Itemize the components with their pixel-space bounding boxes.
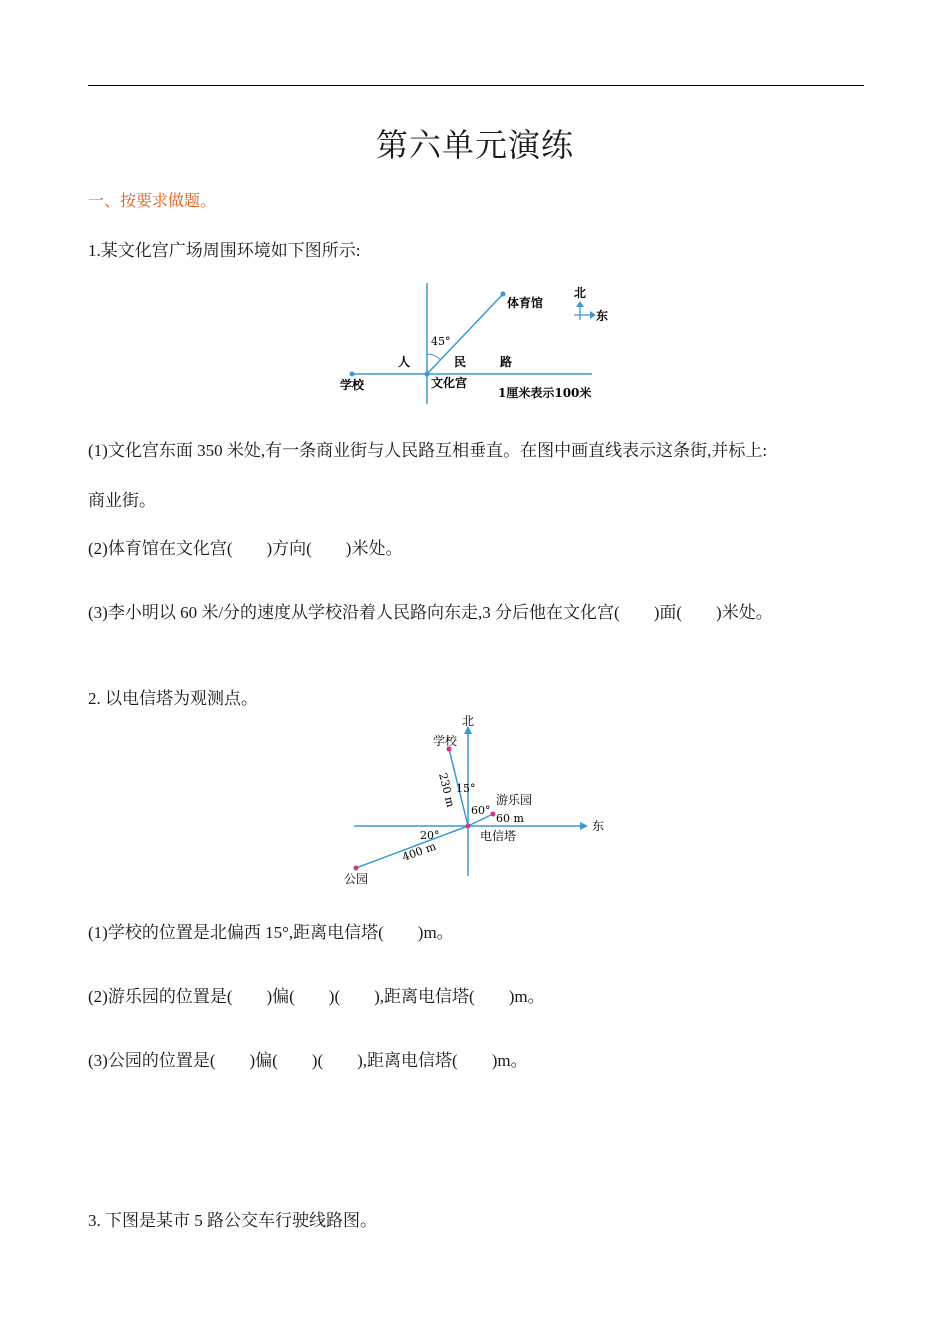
angle-45-label: 45° [431, 335, 451, 348]
school-distance-label: 230 m [436, 771, 458, 809]
east-label: 东 [596, 309, 609, 323]
angle-15-label: 15° [456, 782, 476, 795]
amusement-label: 游乐园 [496, 793, 533, 807]
axis-east-arrow [580, 822, 588, 830]
q3-intro: 3. 下图是某市 5 路公交车行驶线路图。 [88, 1211, 377, 1230]
road-char-min: 民 [454, 355, 467, 369]
tower-label: 电信塔 [480, 829, 517, 843]
north-label: 北 [462, 714, 475, 728]
road-char-lu: 路 [500, 355, 513, 369]
amusement-dot [491, 812, 496, 817]
q2-part1: (1)学校的位置是北偏西 15°,距离电信塔( )m。 [88, 923, 454, 942]
park-distance-label: 400 m [400, 839, 438, 864]
compass-north-arrow [576, 301, 584, 307]
q1-part3: (3)李小明以 60 米/分的速度从学校沿着人民路向东走,3 分后他在文化宫( )面( )米处。 [88, 603, 773, 622]
top-rule [88, 85, 864, 86]
q2-part2: (2)游乐园的位置是( )偏( )( ),距离电信塔( )m。 [88, 987, 545, 1006]
q1-diagram [330, 278, 630, 408]
school-label: 学校 [340, 378, 365, 392]
sports-hall-label: 体育馆 [507, 296, 544, 310]
angle-60-label: 60° [471, 804, 491, 817]
q1-part1-line2: 商业街。 [88, 491, 156, 510]
road-char-ren: 人 [398, 355, 411, 369]
sports-hall-dot [501, 292, 506, 297]
school-label: 学校 [433, 734, 458, 748]
park-label: 公园 [344, 872, 369, 886]
north-label: 北 [574, 286, 587, 300]
school-dot [350, 372, 355, 377]
q1-part1-line1: (1)文化宫东面 350 米处,有一条商业街与人民路互相垂直。在图中画直线表示这条街,并标上: [88, 441, 768, 460]
angle-20-label: 20° [420, 829, 440, 842]
park-dot [354, 866, 359, 871]
amusement-distance-label: 60 m [496, 812, 524, 825]
q1-part2: (2)体育馆在文化宫( )方向( )米处。 [88, 539, 403, 558]
q2-diagram [330, 712, 620, 888]
q2-part3: (3)公园的位置是( )偏( )( ),距离电信塔( )m。 [88, 1051, 528, 1070]
q1-intro: 1.某文化宫广场周围环境如下图所示: [88, 241, 361, 260]
q2-intro: 2. 以电信塔为观测点。 [88, 689, 258, 708]
east-label: 东 [592, 819, 605, 833]
scale-label: 1厘米表示100米 [498, 386, 592, 400]
page-title: 第六单元演练 [375, 126, 574, 164]
palace-label: 文化宫 [431, 376, 468, 390]
tower-dot [466, 824, 471, 829]
palace-dot [425, 372, 430, 377]
section-heading: 一、按要求做题。 [88, 191, 217, 210]
